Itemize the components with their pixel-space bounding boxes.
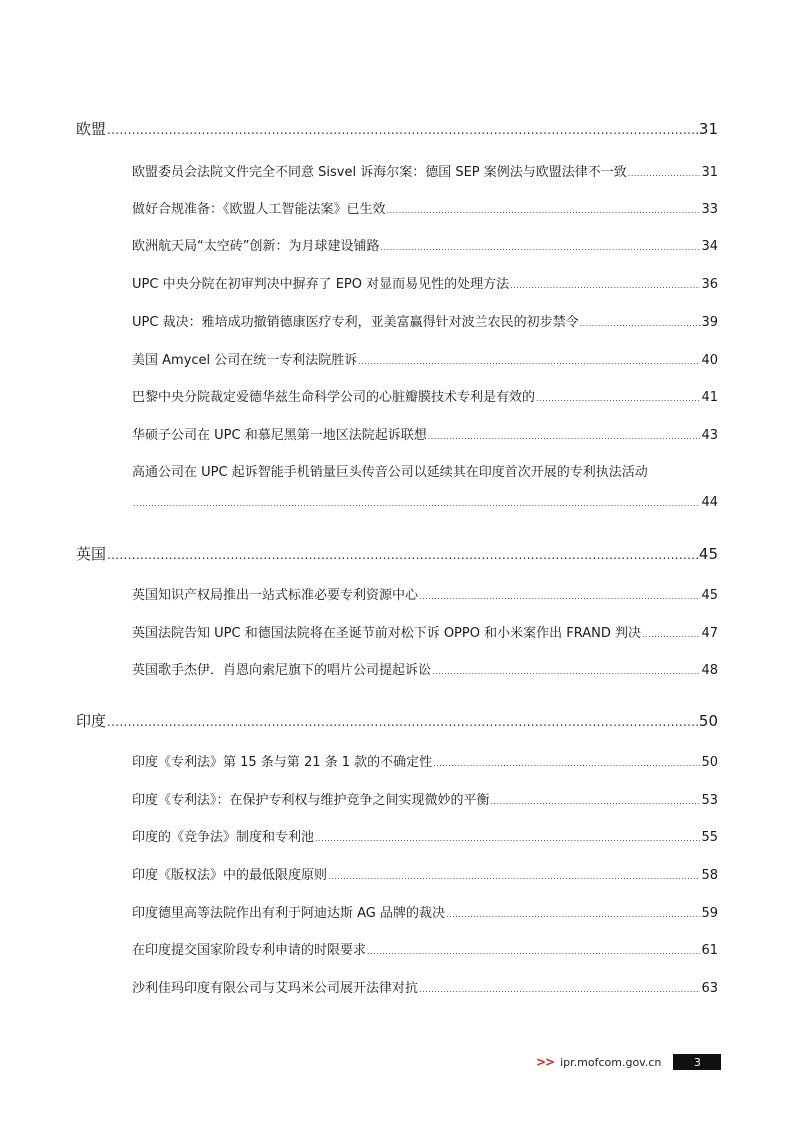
entry-title: UPC 中央分院在初审判决中摒弃了 EPO 对显而易见性的处理方法 xyxy=(132,277,510,292)
entry-title: 英国歌手杰伊．肖恩向索尼旗下的唱片公司提起诉讼 xyxy=(132,663,432,678)
entry-title: 沙利佳玛印度有限公司与艾玛米公司展开法律对抗 xyxy=(132,981,419,996)
entry-title: 华硕子公司在 UPC 和慕尼黑第一地区法院起诉联想 xyxy=(132,428,427,443)
page-number: 3 xyxy=(673,1054,721,1070)
entry-page: 53 xyxy=(701,793,718,808)
entry-page: 48 xyxy=(701,663,718,678)
entry-title: 印度《专利法》第 15 条与第 21 条 1 款的不确定性 xyxy=(132,755,433,770)
entry-title: 巴黎中央分院裁定爱德华兹生命科学公司的心脏瓣膜技术专利是有效的 xyxy=(132,390,536,405)
leader-dots xyxy=(433,755,700,770)
entry-page: 55 xyxy=(701,830,718,845)
entry-title: 做好合规准备：《欧盟人工智能法案》已生效 xyxy=(132,202,386,217)
toc-entry[interactable] xyxy=(132,424,718,443)
entry-title: 欧洲航天局“太空砖”创新：为月球建设铺路 xyxy=(132,239,380,254)
entry-page: 50 xyxy=(701,755,718,770)
site-url[interactable]: ipr.mofcom.gov.cn xyxy=(560,1055,662,1069)
entry-page: 58 xyxy=(701,868,718,883)
page-footer xyxy=(536,1053,721,1071)
entry-title: 欧盟委员会法院文件完全不同意 Sisvel 诉海尔案：德国 SEP 案例法与欧盟法律不一致 xyxy=(132,165,627,180)
entry-page: 43 xyxy=(701,428,718,443)
leader-dots xyxy=(107,712,698,730)
entry-page: 33 xyxy=(701,202,718,217)
entry-page: 39 xyxy=(701,315,718,330)
toc-entry[interactable] xyxy=(132,939,718,958)
entry-page: 40 xyxy=(701,353,718,368)
leader-dots xyxy=(387,202,701,217)
leader-dots xyxy=(107,120,698,138)
entry-page: 31 xyxy=(701,165,718,180)
leader-dots xyxy=(432,663,700,678)
entry-title: 印度德里高等法院作出有利于阿迪达斯 AG 品牌的裁决 xyxy=(132,906,446,921)
entry-page: 59 xyxy=(701,906,718,921)
toc-entry[interactable] xyxy=(132,622,718,641)
leader-dots xyxy=(328,868,700,883)
entry-title: 英国知识产权局推出一站式标准必要专利资源中心 xyxy=(132,588,419,603)
leader-dots xyxy=(628,165,701,180)
toc-section-eu[interactable] xyxy=(76,118,718,139)
toc-section-india[interactable] xyxy=(76,710,718,731)
entry-page: 36 xyxy=(701,277,718,292)
leader-dots xyxy=(510,277,700,292)
toc-entry[interactable] xyxy=(132,386,718,405)
toc-entry[interactable] xyxy=(132,864,718,883)
leader-dots xyxy=(133,495,700,510)
section-title: 英国 xyxy=(76,545,107,563)
double-chevron-right-icon: >> xyxy=(536,1055,555,1069)
entry-page: 47 xyxy=(701,626,718,641)
section-page: 50 xyxy=(698,712,718,730)
toc-entry[interactable] xyxy=(132,789,718,808)
entry-title: 印度的《竞争法》制度和专利池 xyxy=(132,830,315,845)
leader-dots xyxy=(380,239,700,254)
toc-entry[interactable] xyxy=(132,826,718,845)
leader-dots xyxy=(107,545,698,563)
leader-dots xyxy=(428,428,701,443)
section-title: 印度 xyxy=(76,712,107,730)
leader-dots xyxy=(367,943,700,958)
leader-dots xyxy=(419,981,700,996)
toc-entry-wrapped-leader[interactable] xyxy=(132,495,718,510)
toc-entry[interactable] xyxy=(132,349,718,368)
section-page: 31 xyxy=(698,120,718,138)
leader-dots xyxy=(419,588,700,603)
toc-entry[interactable] xyxy=(132,751,718,770)
leader-dots xyxy=(642,626,700,641)
leader-dots xyxy=(315,830,700,845)
toc-section-uk[interactable] xyxy=(76,543,718,564)
leader-dots xyxy=(358,353,700,368)
entry-title: 美国 Amycel 公司在统一专利法院胜诉 xyxy=(132,353,358,368)
toc-entry[interactable] xyxy=(132,902,718,921)
entry-page: 61 xyxy=(701,943,718,958)
section-title: 欧盟 xyxy=(76,120,107,138)
toc-entry[interactable] xyxy=(132,977,718,996)
entry-page: 41 xyxy=(701,390,718,405)
entry-title: UPC 裁决：雅培成功撤销德康医疗专利，亚美富赢得针对波兰农民的初步禁令 xyxy=(132,315,579,330)
toc-entry[interactable] xyxy=(132,311,718,330)
entry-page: 44 xyxy=(701,495,718,510)
leader-dots xyxy=(491,793,701,808)
leader-dots xyxy=(446,906,700,921)
entry-title: 印度《版权法》中的最低限度原则 xyxy=(132,868,328,883)
section-page: 45 xyxy=(698,545,718,563)
leader-dots xyxy=(536,390,700,405)
toc-entry[interactable] xyxy=(132,273,718,292)
toc-entry[interactable] xyxy=(132,161,718,180)
toc-entry[interactable] xyxy=(132,198,718,217)
entry-page: 34 xyxy=(701,239,718,254)
entry-page: 63 xyxy=(701,981,718,996)
toc-entry-wrapped-title[interactable]: 高通公司在 UPC 起诉智能手机销量巨头传音公司以延续其在印度首次开展的专利执法活动 xyxy=(132,465,648,480)
entry-title: 英国法院告知 UPC 和德国法院将在圣诞节前对松下诉 OPPO 和小米案作出 FRAND 判决 xyxy=(132,626,641,641)
toc-entry[interactable] xyxy=(132,584,718,603)
entry-page: 45 xyxy=(701,588,718,603)
toc-entry[interactable] xyxy=(132,235,718,254)
leader-dots xyxy=(580,315,701,330)
entry-title: 在印度提交国家阶段专利申请的时限要求 xyxy=(132,943,367,958)
toc-entry[interactable] xyxy=(132,659,718,678)
entry-title: 印度《专利法》：在保护专利权与维护竞争之间实现微妙的平衡 xyxy=(132,793,490,808)
